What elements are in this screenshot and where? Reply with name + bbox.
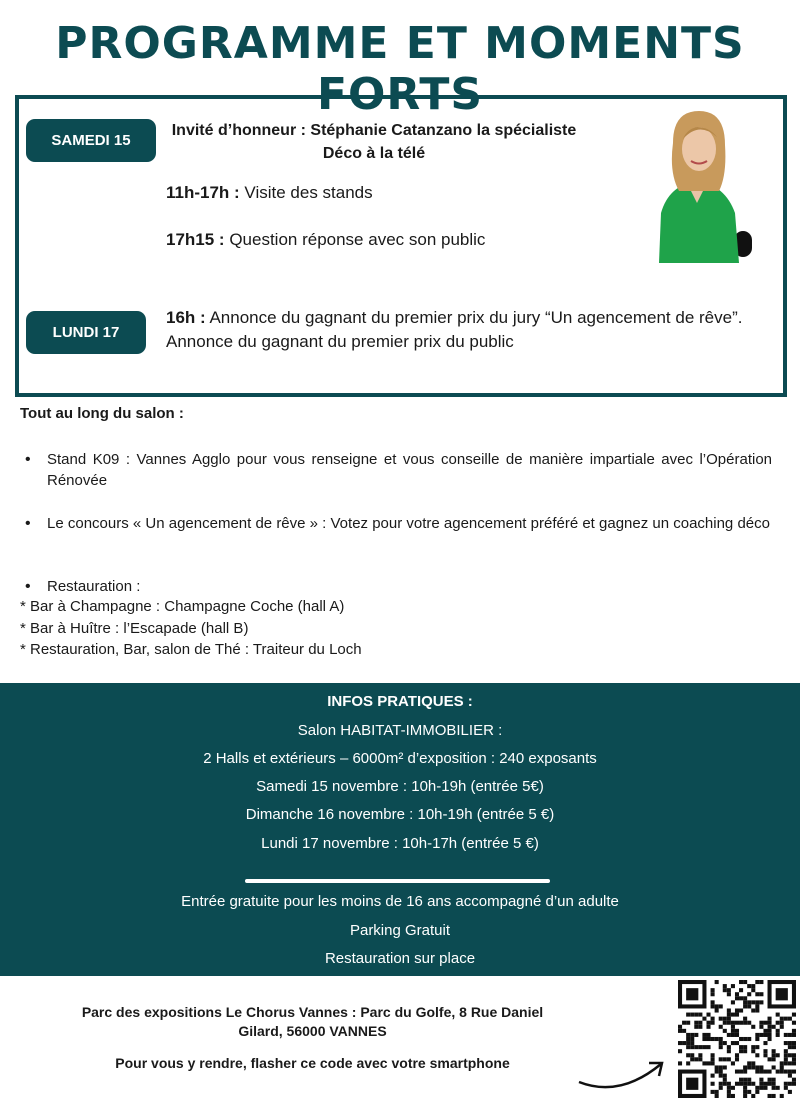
event-time: 17h15 : [166,230,225,249]
guest-photo [639,103,759,263]
saturday-event-1 [166,183,373,203]
event-time: 16h : [166,308,206,327]
event-time: 11h-17h : [166,183,240,202]
throughout-title: Tout au long du salon : [20,405,184,422]
restaurant-item: * Bar à Champagne : Champagne Coche (hall A) [20,598,345,615]
list-item: • Stand K09 : Vannes Agglo pour vous renseigne et vous conseille de manière impartiale avec l’Opération Rénovée [47,449,772,491]
info-line: Dimanche 16 novembre : 10h-19h (entrée 5 €) [245,806,555,823]
guest-of-honour: Invité d’honneur : Stéphanie Catanzano la spécialiste Déco à la télé [171,122,577,162]
page-title: PROGRAMME ET MOMENTS FORTS [55,18,745,120]
event-text: Annonce du gagnant du premier prix du jury “Un agencement de rêve”. [205,308,743,327]
monday-event [166,306,781,354]
venue-address: Parc des expositions Le Chorus Vannes : Parc du Golfe, 8 Rue Daniel Gilard, 56000 VANNES [81,1004,544,1039]
event-text: Question réponse avec son public [224,230,486,249]
arrow-icon [575,1050,670,1095]
info-line: 2 Halls et extérieurs – 6000m² d’exposition : 240 exposants [203,750,597,767]
event-text-2: Annonce du gagnant du premier prix du public [166,332,514,351]
info-extra: Restauration sur place [324,950,476,967]
list-item: • Restauration : [47,576,772,597]
infos-title: INFOS PRATIQUES : [327,693,473,710]
info-line: Salon HABITAT-IMMOBILIER : [297,722,503,739]
programme-box [15,95,787,397]
infos-panel [0,683,800,976]
divider [245,879,550,883]
info-extra: Parking Gratuit [349,922,451,939]
list-item: • Le concours « Un agencement de rêve » : Votez pour votre agencement préféré et gagnez un coaching déco [47,513,772,534]
restaurant-item: * Restauration, Bar, salon de Thé : Traiteur du Loch [20,641,362,658]
monday-pill: LUNDI 17 [26,311,146,354]
qr-instruction: Pour vous y rendre, flasher ce code avec votre smartphone [115,1055,510,1071]
saturday-event-2 [166,230,485,250]
event-text: Visite des stands [239,183,373,202]
restaurant-item: * Bar à Huître : l’Escapade (hall B) [20,620,249,637]
info-extra: Entrée gratuite pour les moins de 16 ans accompagné d’un adulte [181,893,619,910]
saturday-pill: SAMEDI 15 [26,119,156,162]
info-line: Samedi 15 novembre : 10h-19h (entrée 5€) [256,778,544,795]
info-line: Lundi 17 novembre : 10h-17h (entrée 5 €) [261,835,539,852]
qr-code-icon[interactable] [678,980,796,1098]
